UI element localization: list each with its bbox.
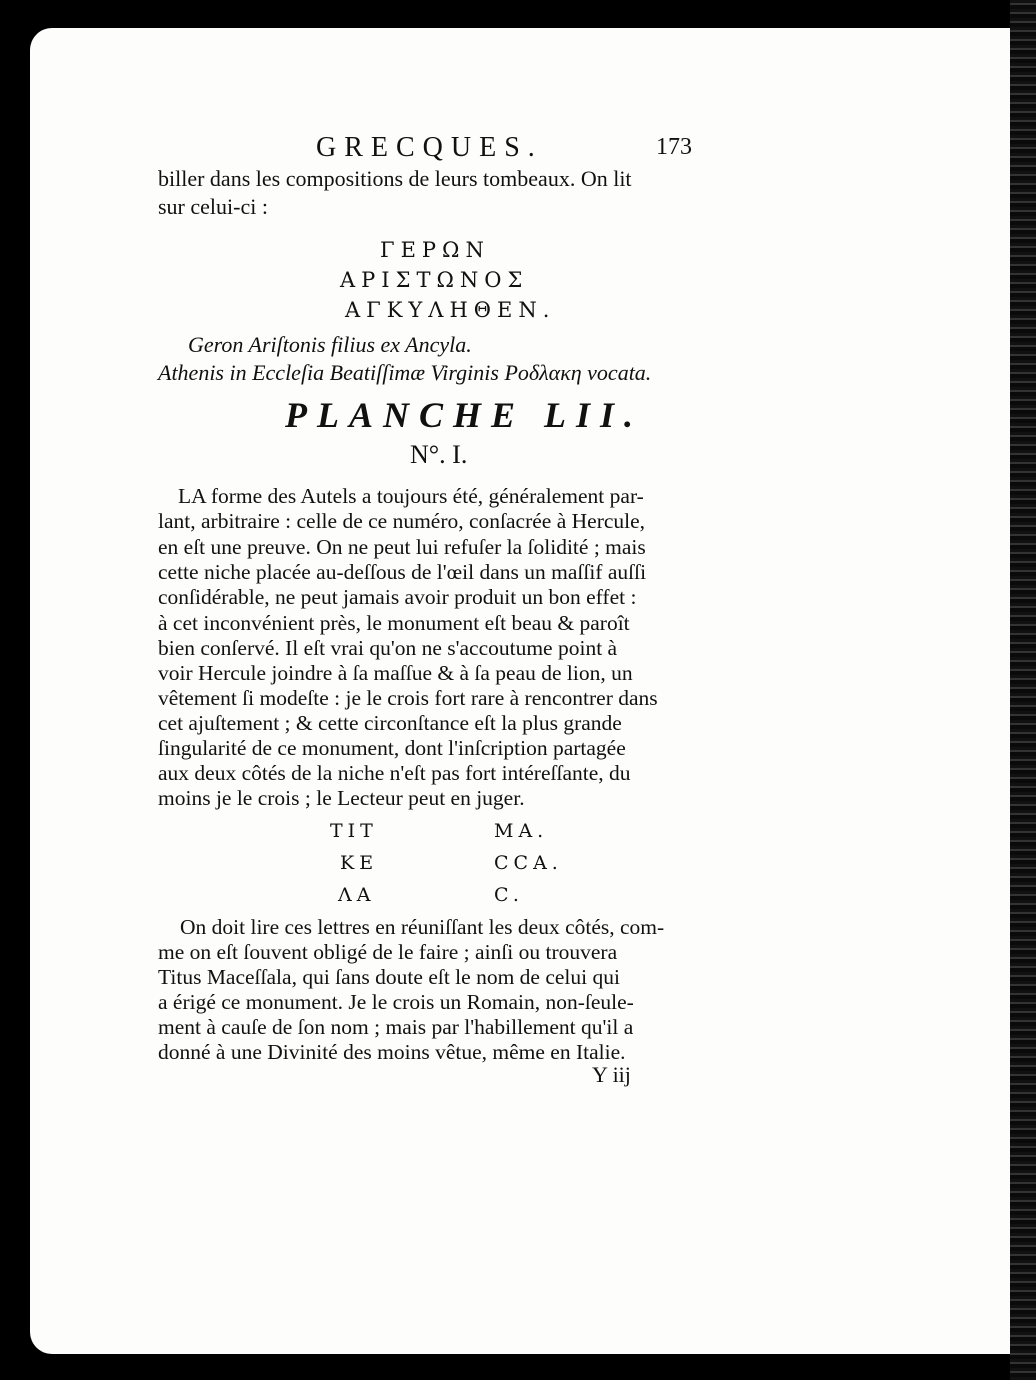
intro-line: sur celui-ci : [158, 194, 268, 219]
intro-line: biller dans les compositions de leurs tombeaux. On lit [158, 166, 632, 191]
paragraph-line: aux deux côtés de la niche n'eſt pas fort intéreſſante, du [158, 761, 631, 785]
greek-inscription-line: ΓΕΡΩΝ [380, 238, 490, 262]
paragraph-line: Titus Maceſſala, qui ſans doute eſt le nom de celui qui [158, 965, 620, 989]
paragraph-line: ment à cauſe de ſon nom ; mais par l'habillement qu'il a [158, 1015, 634, 1039]
latin-inscription-left: KE [340, 852, 379, 874]
paragraph-line: a érigé ce monument. Je le crois un Romain, non-ſeule- [158, 990, 634, 1014]
translation-line: Geron Ariſtonis filius ex Ancyla. [188, 332, 472, 357]
page-number: 173 [656, 134, 692, 160]
paragraph-line: à cet inconvénient près, le monument eſt beau & paroît [158, 611, 630, 635]
paragraph-line: cet ajuſtement ; & cette circonſtance eſt la plus grande [158, 711, 622, 735]
paragraph-line: LA forme des Autels a toujours été, généralement par- [178, 484, 644, 508]
greek-inscription-line: ΑΓΚΥΛΗΘΕΝ. [345, 298, 556, 322]
paragraph-line: moins je le crois ; le Lecteur peut en juger. [158, 786, 525, 810]
plate-number: N°. I. [410, 440, 468, 469]
latin-inscription-left: ΛA [338, 884, 376, 906]
plate-title: PLANCHE LII. [285, 395, 644, 435]
running-head: GRECQUES. [316, 132, 543, 163]
paragraph-line: conſidérable, ne peut jamais avoir produit un bon effet : [158, 585, 637, 609]
latin-inscription-left: TIT [330, 820, 378, 842]
paragraph-line: en eſt une preuve. On ne peut lui refuſer la ſolidité ; mais [158, 535, 646, 559]
paragraph-line: lant, arbitraire : celle de ce numéro, conſacrée à Hercule, [158, 509, 646, 533]
greek-inscription-line: ΑΡΙΣΤΩΝΟΣ [340, 268, 529, 292]
page-edge [1010, 0, 1036, 1380]
paragraph-line: me on eſt ſouvent obligé de le faire ; ainſi ou trouvera [158, 940, 618, 964]
paragraph-line: bien conſervé. Il eſt vrai qu'on ne s'accoutume point à [158, 636, 618, 660]
paragraph-line: vêtement ſi modeſte : je le crois fort rare à rencontrer dans [158, 686, 658, 710]
paragraph-line: ſingularité de ce monument, dont l'inſcription partagée [158, 736, 626, 760]
paragraph-line: On doit lire ces lettres en réuniſſant les deux côtés, com- [180, 915, 665, 939]
latin-inscription-right: C. [494, 884, 524, 906]
signature-mark: Y iij [592, 1062, 631, 1087]
latin-inscription-right: CCA. [494, 852, 563, 874]
latin-inscription-right: MA. [494, 820, 549, 842]
translation-line: Athenis in Eccleſia Beatiſſimæ Virginis Ρoδλακη vocata. [158, 360, 652, 385]
paragraph-line: cette niche placée au-deſſous de l'œil dans un maſſif auſſi [158, 560, 647, 584]
paragraph-line: voir Hercule joindre à ſa maſſue & à ſa peau de lion, un [158, 661, 633, 685]
paragraph-line: donné à une Divinité des moins vêtue, même en Italie. [158, 1040, 626, 1064]
